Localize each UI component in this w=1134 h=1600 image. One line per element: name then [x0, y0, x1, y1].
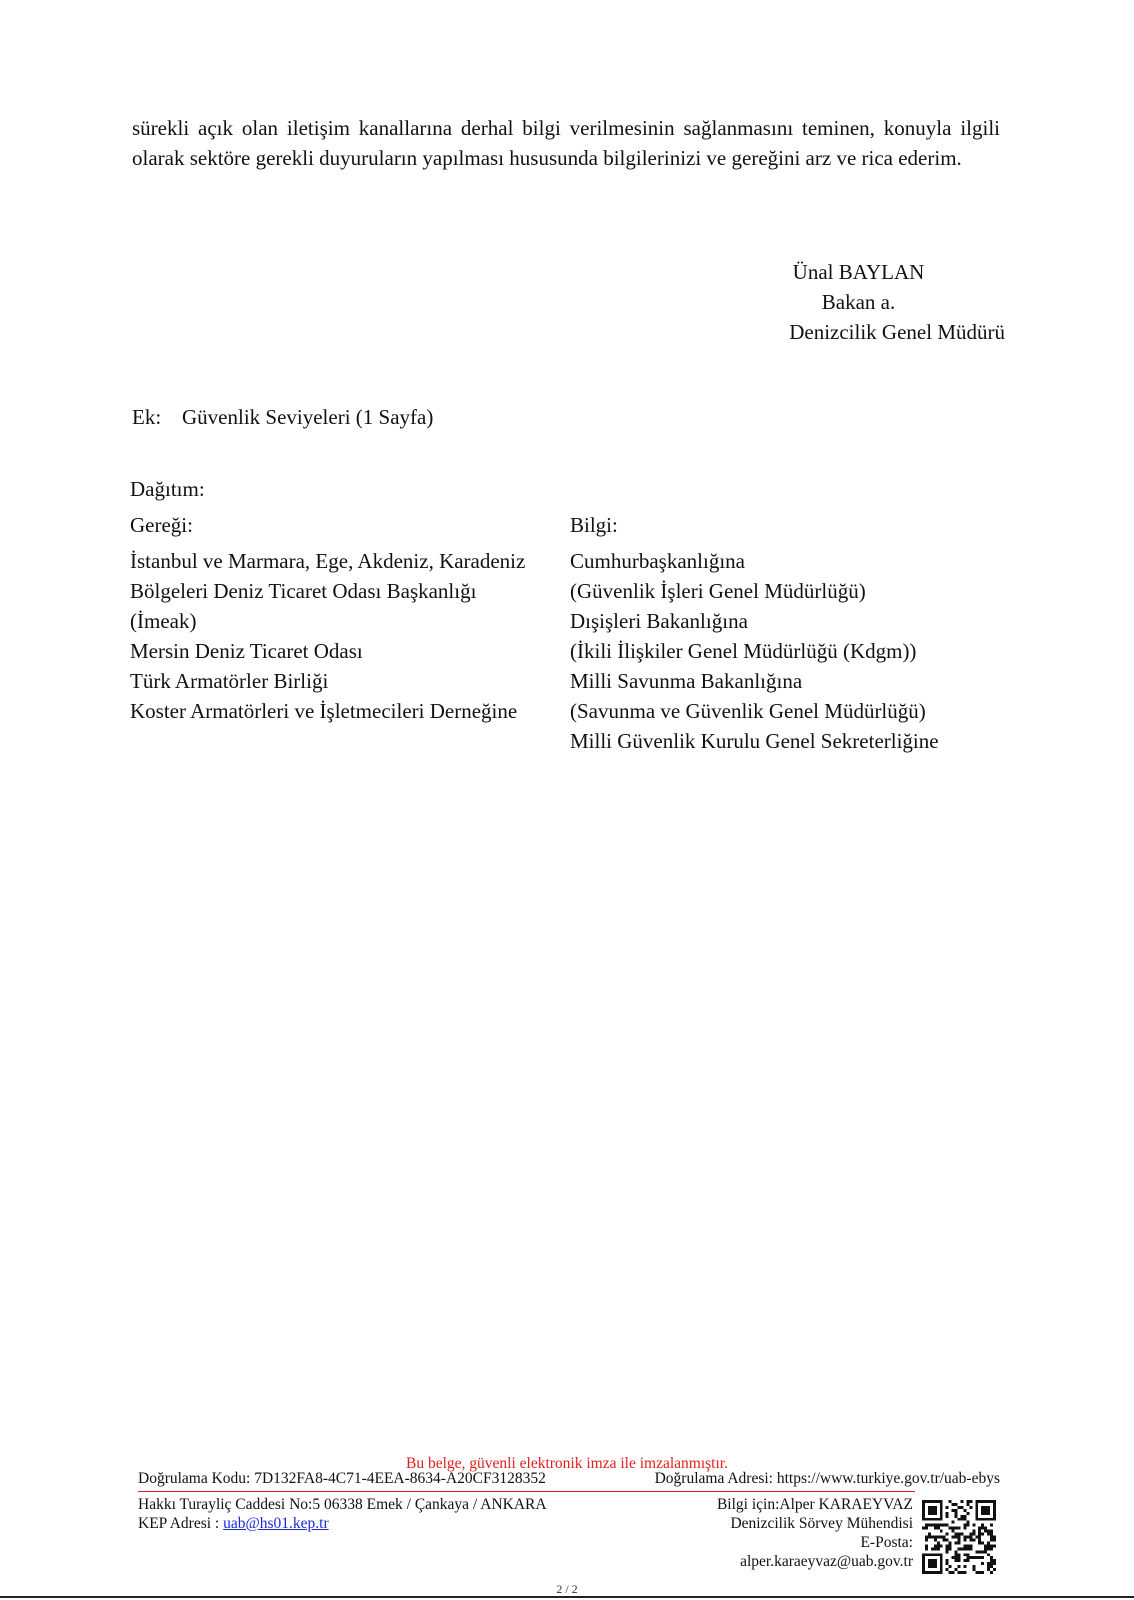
action-line: Mersin Deniz Ticaret Odası	[130, 639, 363, 663]
contact-email: alper.karaeyvaz@uab.gov.tr	[740, 1553, 913, 1570]
info-heading: Bilgi:	[570, 513, 618, 537]
verification-address: Doğrulama Adresi: https://www.turkiye.gov.tr/uab-ebys	[654, 1470, 1000, 1487]
contact-title: Denizcilik Sörvey Mühendisi	[730, 1515, 913, 1532]
e-signature-notice: Bu belge, güvenli elektronik imza ile imzalanmıştır.	[406, 1455, 728, 1472]
kep-line	[138, 1514, 547, 1533]
info-line: Milli Savunma Bakanlığına	[570, 669, 803, 693]
action-line: Bölgeleri Deniz Ticaret Odası Başkanlığı	[130, 579, 477, 603]
distribution-action-column	[130, 510, 525, 726]
qr-code-icon	[922, 1500, 996, 1574]
attachment-line	[132, 402, 433, 432]
verification-row	[138, 1470, 1000, 1488]
kep-label: KEP Adresi :	[138, 1515, 224, 1532]
signature-block	[700, 257, 1005, 347]
signatory-title: Denizcilik Genel Müdürü	[789, 320, 1005, 344]
contact-block	[600, 1495, 913, 1571]
action-line: (İmeak)	[130, 609, 197, 633]
contact-person: Bilgi için:Alper KARAEYVAZ	[716, 1496, 913, 1513]
info-line: Dışişleri Bakanlığına	[570, 609, 748, 633]
ministry-address	[138, 1495, 547, 1533]
distribution-heading: Dağıtım:	[130, 477, 205, 501]
verification-code: Doğrulama Kodu: 7D132FA8-4C71-4EEA-8634-A20CF3128352	[138, 1470, 546, 1487]
signatory-role: Bakan a.	[821, 290, 896, 314]
info-line: Cumhurbaşkanlığına	[570, 549, 745, 573]
street-address: Hakkı Turayliç Caddesi No:5 06338 Emek / Çankaya / ANKARA	[138, 1496, 547, 1513]
info-line: (Savunma ve Güvenlik Genel Müdürlüğü)	[570, 699, 926, 723]
info-line: Milli Güvenlik Kurulu Genel Sekreterliğine	[570, 729, 939, 753]
footer-divider	[138, 1491, 915, 1492]
kep-address-link[interactable]: uab@hs01.kep.tr	[223, 1515, 329, 1532]
info-line: (Güvenlik İşleri Genel Müdürlüğü)	[570, 579, 866, 603]
body-paragraph: sürekli açık olan iletişim kanallarına derhal bilgi verilmesinin sağlanmasını teminen, konuyla ilgili olarak sektöre gerekli duyuruların yapılması hususunda bilgilerinizi ve gereğini arz ve rica ederim.	[132, 116, 1000, 170]
info-line: (İkili İlişkiler Genel Müdürlüğü (Kdgm))	[570, 639, 917, 663]
attachment-label: Ek:	[132, 405, 162, 429]
page-bottom-rule	[0, 1596, 1134, 1598]
action-line: İstanbul ve Marmara, Ege, Akdeniz, Karadeniz	[130, 549, 526, 573]
action-heading: Gereği:	[130, 513, 193, 537]
action-line: Türk Armatörler Birliği	[130, 669, 329, 693]
attachment-text: Güvenlik Seviyeleri (1 Sayfa)	[182, 405, 434, 429]
signatory-name: Ünal BAYLAN	[792, 260, 925, 284]
page-number: 2 / 2	[556, 1582, 578, 1596]
distribution-info-column	[570, 510, 939, 756]
contact-email-label: E-Posta:	[860, 1534, 913, 1551]
action-line: Koster Armatörleri ve İşletmecileri Derneğine	[130, 699, 518, 723]
